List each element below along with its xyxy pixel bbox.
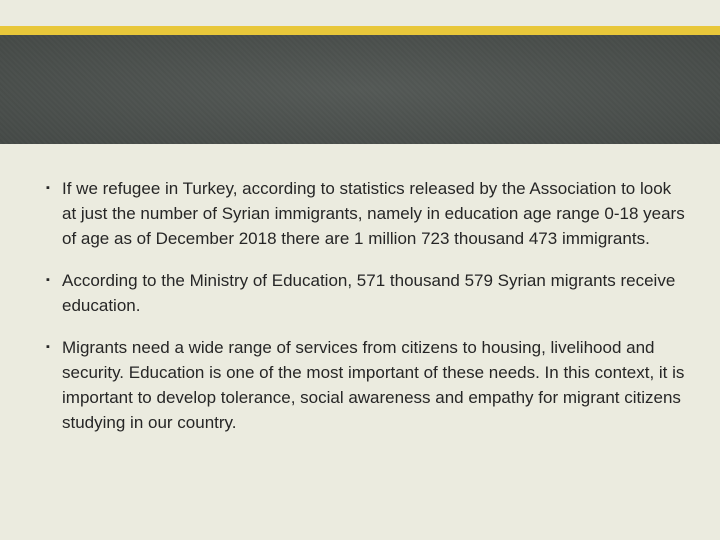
bullet-text: According to the Ministry of Education, 571 thousand 579 Syrian migrants receive education. [62, 271, 676, 315]
bullet-text: If we refugee in Turkey, according to statistics released by the Association to look at just the number of Syrian immigrants, namely in education age range 0-18 years of age as of December 2018 there are 1 million 723 thousand 473 immigrants. [62, 179, 685, 248]
bullet-item [46, 176, 686, 251]
title-band [0, 35, 720, 144]
bullet-list [46, 176, 686, 452]
square-bullet-icon: ▪ [46, 274, 50, 286]
bullet-item [46, 268, 686, 318]
square-bullet-icon: ▪ [46, 182, 50, 194]
square-bullet-icon: ▪ [46, 341, 50, 353]
bullet-text: Migrants need a wide range of services from citizens to housing, livelihood and security. Education is one of the most important of these needs. In this context, it is important to develop tolerance, social awareness and empathy for migrant citizens studying in our country. [62, 338, 685, 432]
bullet-item [46, 335, 686, 435]
accent-stripe [0, 26, 720, 35]
